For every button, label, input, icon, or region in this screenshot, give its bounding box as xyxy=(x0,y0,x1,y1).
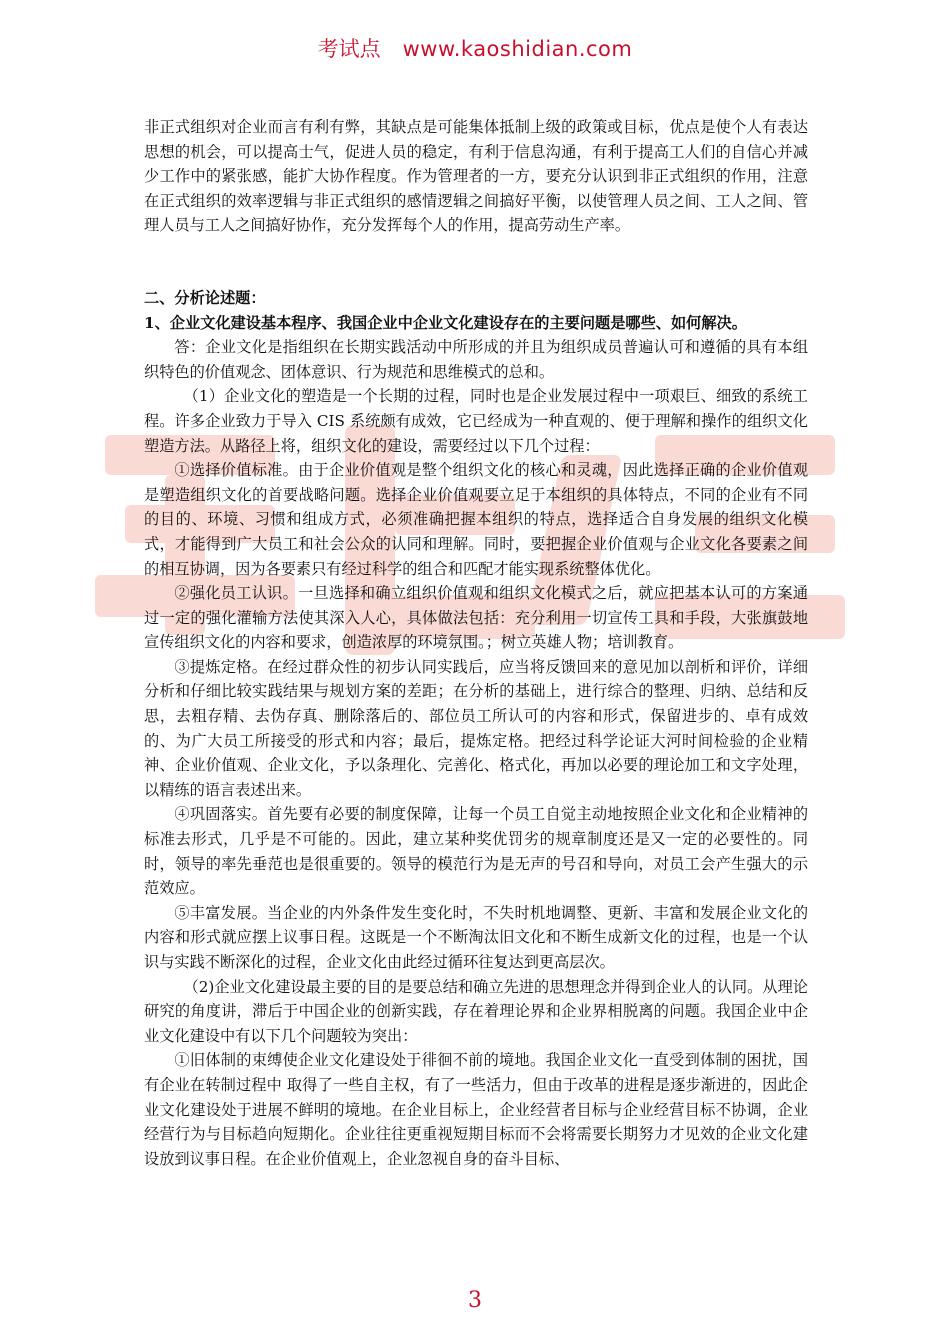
section-gap xyxy=(144,238,808,286)
page-header xyxy=(0,33,950,63)
question-heading: 1、企业文化建设基本程序、我国企业中企业文化建设存在的主要问题是哪些、如何解决。 xyxy=(144,313,747,332)
document-body xyxy=(144,115,808,1171)
brand-name: 考试点 xyxy=(317,37,381,61)
step-2-paragraph: ②强化员工认识。一旦选择和确立组织价值观和组织文化模式之后，就应把基本认可的方案通过一定的强化灌输方法使其深入人心，具体做法包括：充分利用一切宣传工具和手段，大张旗鼓地宣传组织文化的内容和要求，创造浓厚的环境氛围。；树立英雄人物；培训教育。 xyxy=(144,584,808,652)
step-4-paragraph: ④巩固落实。首先要有必要的制度保障，让每一个员工自觉主动地按照企业文化和企业精神的标准去形式，几乎是不可能的。因此，建立某种奖优罚劣的规章制度还是又一定的必要性的。同时，领导的率先垂范也是很重要的。领导的模范行为是无声的号召和导向，对员工会产生强大的示范效应。 xyxy=(144,805,808,898)
answer-paragraph: 答：企业文化是指组织在长期实践活动中所形成的并且为组织成员普遍认可和遵循的具有本组织特色的价值观念、团体意识、行为规范和思维模式的总和。 xyxy=(144,338,808,381)
step-1-paragraph: ①选择价值标准。由于企业价值观是整个组织文化的核心和灵魂，因此选择正确的企业价值观是塑造组织文化的首要战略问题。选择企业价值观要立足于本组织的具体特点，不同的企业有不同的目的、环境、习惯和组成方式，必须准确把握本组织的特点，选择适合自身发展的组织文化模式，才能得到广大员工和社会公众的认同和理解。同时，要把握企业价值观与企业文化各要素之间的相互协调，因为各要素只有经过科学的组合和匹配才能实现系统整体优化。 xyxy=(144,461,808,578)
problem-1-paragraph: ①旧体制的束缚使企业文化建设处于徘徊不前的境地。我国企业文化一直受到体制的困扰，国有企业在转制过程中 取得了一些自主权，有了一些活力，但由于改革的进程是逐步渐进的，因此企业文化建设处于进展不鲜明的境地。在企业目标上，企业经营者目标与企业经营目标不协调，企业经营行为与目标趋向短期化。企业往往更重视短期目标而不会将需要长期努力才见效的企业文化建设放到议事日程。在企业价值观上，企业忽视自身的奋斗目标、 xyxy=(144,1051,808,1168)
step-5-paragraph: ⑤丰富发展。当企业的内外条件发生变化时，不失时机地调整、更新、丰富和发展企业文化的内容和形式就应摆上议事日程。这既是一个不断淘汰旧文化和不断生成新文化的过程，也是一个认识与实践不断深化的过程，企业文化由此经过循环往复达到更高层次。 xyxy=(144,903,808,971)
site-url[interactable]: www.kaoshidian.com xyxy=(402,37,633,61)
step-3-paragraph: ③提炼定格。在经过群众性的初步认同实践后，应当将反馈回来的意见加以剖析和评价，详细分析和仔细比较实践结果与规划方案的差距；在分析的基础上，进行综合的整理、归纳、总结和反思，去粗存精、去伪存真、删除落后的、部位员工所认可的内容和形式，保留进步的、卓有成效的、为广大员工所接受的形式和内容；最后，提炼定格。把经过科学论证大河时间检验的企业精神、企业价值观、企业文化，予以条理化、完善化、格式化，再加以必要的理论加工和文字处理，以精练的语言表述出来。 xyxy=(144,657,808,799)
process-intro-paragraph: （1）企业文化的塑造是一个长期的过程，同时也是企业发展过程中一项艰巨、细致的系统工程。许多企业致力于导入 CIS 系统颇有成效，它已经成为一种直观的、便于理解和操作的组织文化塑造方法。从路径上将，组织文化的建设，需要经过以下几个过程： xyxy=(144,387,808,455)
section-title: 二、分析论述题： xyxy=(144,288,266,307)
intro-paragraph: 非正式组织对企业而言有利有弊，其缺点是可能集体抵制上级的政策或目标，优点是使个人有表达思想的机会，可以提高士气，促进人员的稳定，有利于信息沟通，有利于提高工人们的自信心并减少工作中的紧张感，能扩大协作程度。作为管理者的一方，要充分认识到非正式组织的作用，注意在正式组织的效率逻辑与非正式组织的感情逻辑之间搞好平衡，以使管理人员之间、工人之间、管理人员与工人之间搞好协作，充分发挥每个人的作用，提高劳动生产率。 xyxy=(144,118,808,235)
problems-intro-paragraph: （2)企业文化建设最主要的目的是要总结和确立先进的思想理念并得到企业人的认同。从理论研究的角度讲，滞后于中国企业的创新实践，存在着理论界和企业界相脱离的问题。我国企业中企业文化建设中有以下几个问题较为突出： xyxy=(144,977,808,1045)
page-number: 3 xyxy=(468,1288,482,1313)
